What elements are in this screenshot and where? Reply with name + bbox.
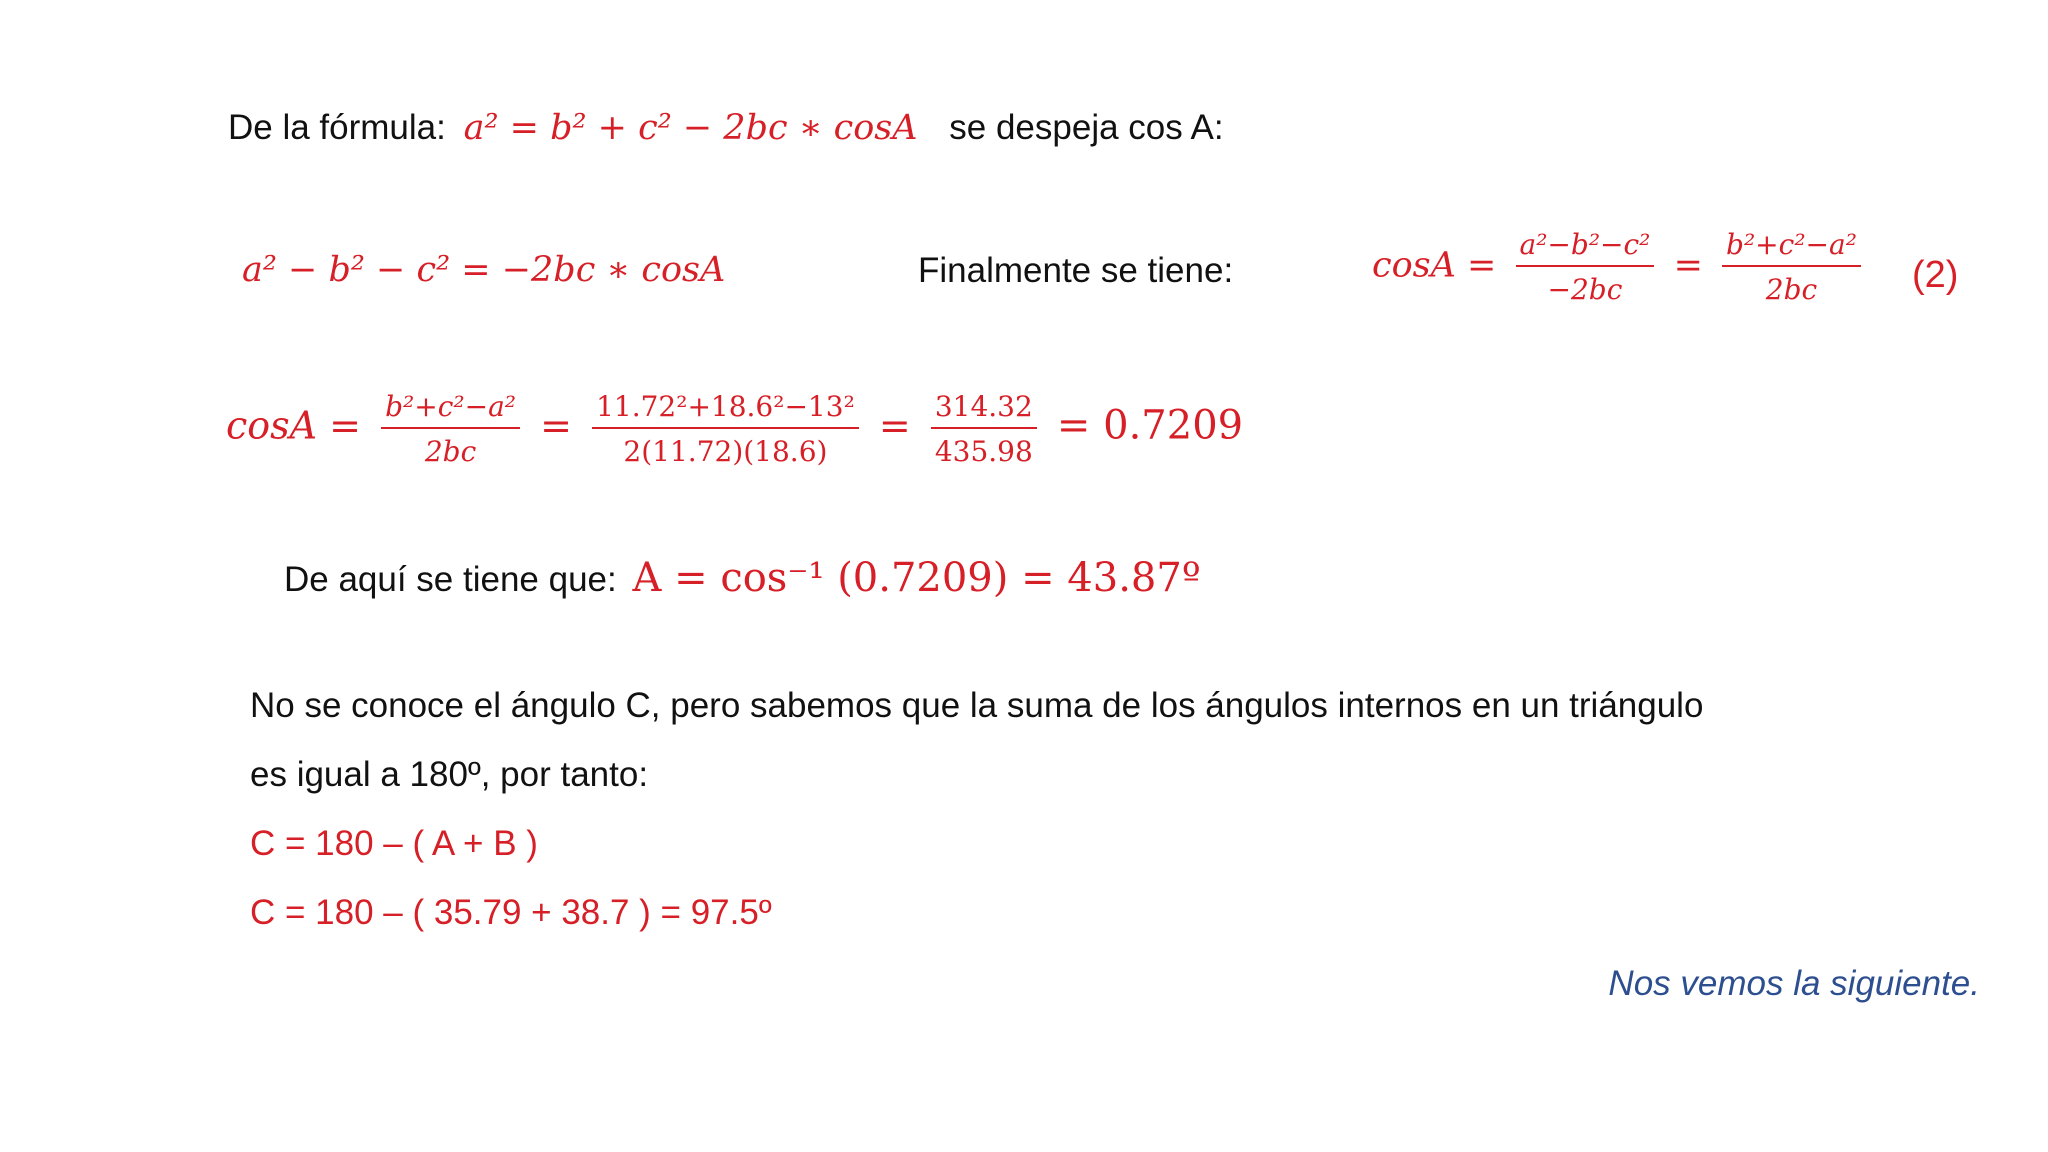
fraction-2-denominator: 2bc [1765, 273, 1818, 306]
closing-message: Nos vemos la siguiente. [1608, 964, 1980, 1003]
fraction-1-denominator: −2bc [1547, 273, 1623, 306]
angle-c-equation-2: C = 180 – ( 35.79 + 38.7 ) = 97.5º [250, 893, 772, 932]
eval-fraction-3-denominator: 435.98 [934, 435, 1033, 468]
angle-a-intro: De aquí se tiene que: [284, 560, 617, 599]
angle-a-formula: A = cos⁻¹ (0.7209) = 43.87º [632, 555, 1201, 601]
angle-c-equation-1: C = 180 – ( A + B ) [250, 824, 538, 863]
angle-a-line [284, 555, 1201, 601]
evaluation-result: = 0.7209 [1056, 402, 1244, 449]
eval-fraction-2 [592, 390, 859, 468]
rearranged-formula: a² − b² − c² = −2bc ∗ cosA [242, 250, 726, 290]
paragraph-line-1: No se conoce el ángulo C, pero sabemos que la suma de los ángulos internos en un triángulo [250, 686, 1704, 725]
eval-fraction-2-numerator: 11.72²+18.6²−13² [592, 390, 859, 429]
eval-fraction-1-numerator: b²+c²−a² [381, 390, 520, 429]
formula-outro-text: se despeja cos A: [949, 108, 1224, 147]
equals-sign: = [1673, 245, 1703, 286]
formula-intro-text: De la fórmula: [228, 108, 446, 147]
eval-fraction-1 [381, 390, 520, 468]
cos-a-lhs: cosA = [1372, 245, 1497, 286]
formula-intro-line [228, 110, 1224, 146]
fraction-1 [1516, 228, 1655, 306]
cos-a-lhs-2: cosA = [226, 403, 362, 448]
eval-fraction-1-denominator: 2bc [424, 435, 477, 468]
fraction-2-numerator: b²+c²−a² [1722, 228, 1861, 267]
law-of-cosines-formula: a² = b² + c² − 2bc ∗ cosA [463, 108, 918, 148]
equation-number: (2) [1912, 254, 1959, 296]
eval-fraction-2-denominator: 2(11.72)(18.6) [623, 435, 828, 468]
equals-sign-2: = [540, 403, 572, 448]
finally-label: Finalmente se tiene: [918, 251, 1234, 290]
eval-fraction-3 [931, 390, 1037, 468]
eval-fraction-3-numerator: 314.32 [931, 390, 1037, 429]
paragraph-line-2: es igual a 180º, por tanto: [250, 755, 649, 794]
cos-a-identity [1372, 228, 1869, 306]
equals-sign-3: = [878, 403, 911, 448]
fraction-1-numerator: a²−b²−c² [1516, 228, 1655, 267]
cos-a-evaluation [226, 390, 1243, 468]
fraction-2 [1722, 228, 1861, 306]
